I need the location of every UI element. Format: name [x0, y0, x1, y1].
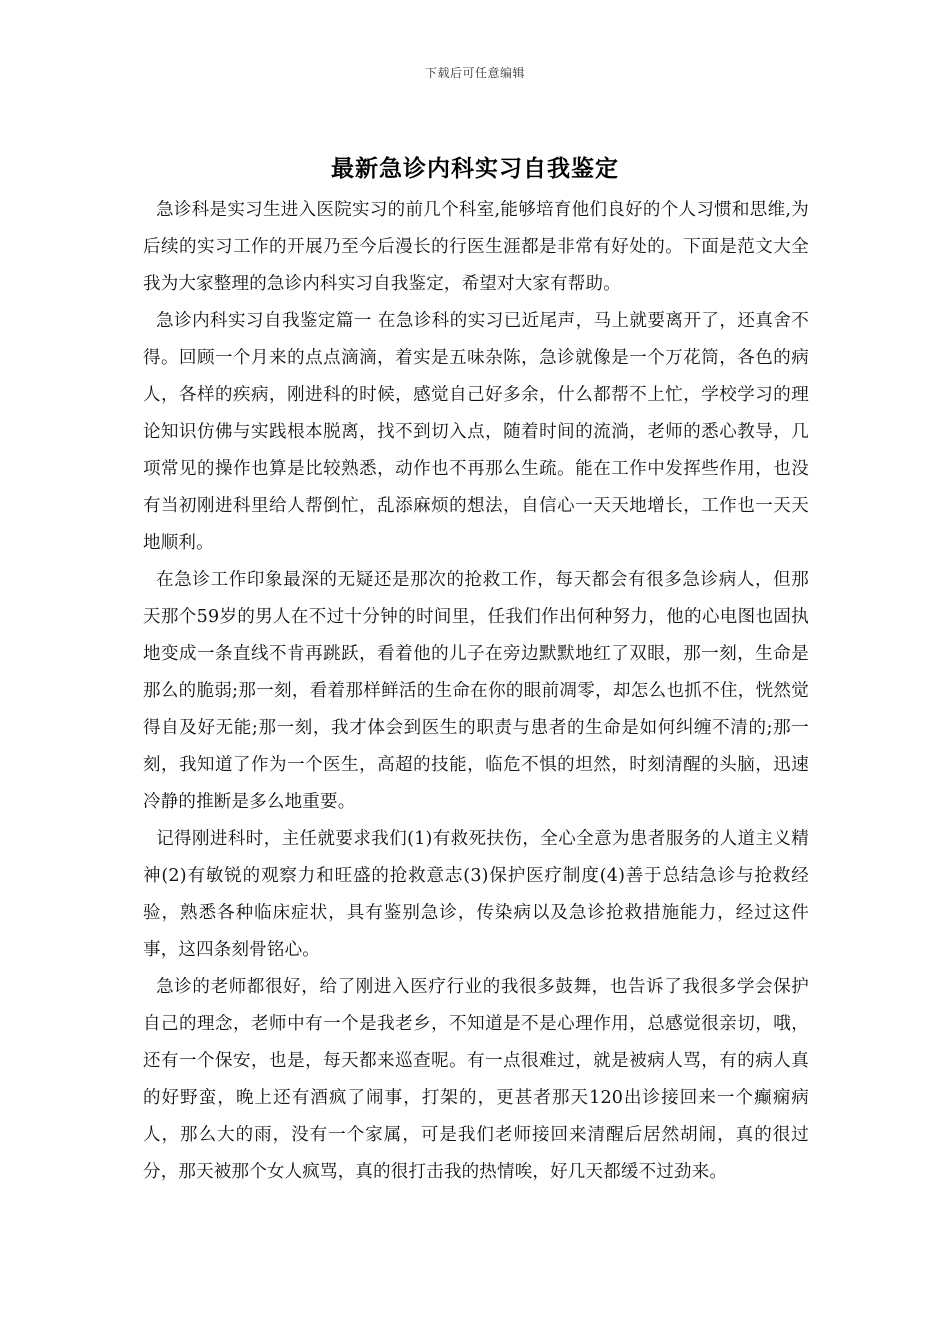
header-note: 下载后可任意编辑 — [424, 66, 525, 80]
paragraph-3: 记得刚进科时，主任就要求我们(1)有救死扶伤，全心全意为患者服务的人道主义精神(2)有敏锐的观察力和旺盛的抢救意志(3)保护医疗制度(4)善于总结急诊与抢救经验，熟悉各种临床症状，具有鉴别急诊，传染病以及急诊抢救措施能力，经过这件事，这四条刻骨铭心。 — [143, 829, 809, 960]
paragraph-2: 在急诊工作印象最深的无疑还是那次的抢救工作，每天都会有很多急诊病人，但那天那个59岁的男人在不过十分钟的时间里，任我们作出何种努力，他的心电图也固执地变成一条直线不肯再跳跃，看着他的儿子在旁边默默地红了双眼，那一刻，生命是那么的脆弱;那一刻，看着那样鲜活的生命在你的眼前凋零，却怎么也抓不住，恍然觉得自及好无能;那一刻，我才体会到医生的职责与患者的生命是如何纠缠不清的;那一刻，我知道了作为一个医生，高超的技能，临危不惧的坦然，时刻清醒的头脑，迅速冷静的推断是多么地重要。 — [143, 570, 809, 812]
paragraph-4: 急诊的老师都很好，给了刚进入医疗行业的我很多鼓舞，也告诉了我很多学会保护自己的理念，老师中有一个是我老乡，不知道是不是心理作用，总感觉很亲切，哦，还有一个保安，也是，每天都来巡查呢。有一点很难过，就是被病人骂，有的病人真的好野蛮，晚上还有酒疯了闹事，打架的，更甚者那天120出诊接回来一个癫痫病人，那么大的雨，没有一个家属，可是我们老师接回来清醒后居然胡闹，真的很过分，那天被那个女人疯骂，真的很打击我的热情唉，好几天都缓不过劲来。 — [143, 977, 809, 1182]
paragraph-1: 急诊内科实习自我鉴定篇一 在急诊科的实习已近尾声，马上就要离开了，还真舍不得。回顾一个月来的点点滴滴，着实是五味杂陈，急诊就像是一个万花筒，各色的病人，各样的疾病，刚进科的时候，感觉自己好多余，什么都帮不上忙，学校学习的理论知识仿佛与实践根本脱离，找不到切入点，随着时间的流淌，老师的悉心教导，几项常见的操作也算是比较熟悉，动作也不再那么生疏。能在工作中发挥些作用，也没有当初刚进科里给人帮倒忙，乱添麻烦的想法，自信心一天天地增长，工作也一天天地顺利。 — [143, 311, 809, 553]
paragraph-intro: 急诊科是实习生进入医院实习的前几个科室,能够培育他们良好的个人习惯和思维,为后续的实习工作的开展乃至今后漫长的行医生涯都是非常有好处的。下面是范文大全我为大家整理的急诊内科实习自我鉴定，希望对大家有帮助。 — [143, 200, 809, 294]
document-body — [143, 192, 809, 1191]
document-title: 最新急诊内科实习自我鉴定 — [331, 156, 619, 182]
